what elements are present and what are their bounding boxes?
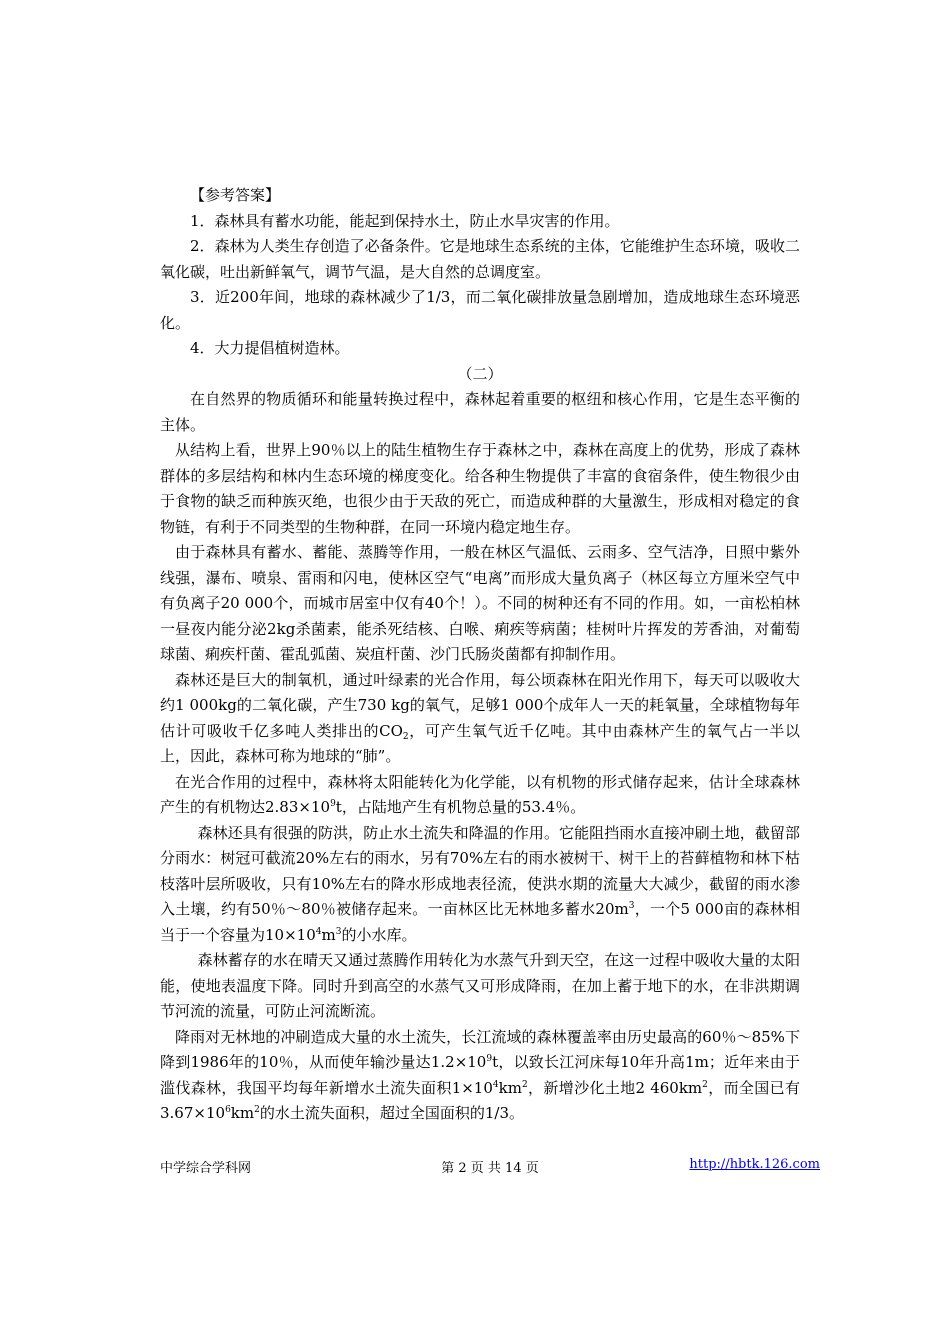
paragraph-7: 森林蓄存的水在晴天又通过蒸腾作用转化为水蒸气升到天空，在这一过程中吸收大量的太阳能，使地表温度下降。同时升到高空的水蒸气又可形成降雨，在加上蓄于地下的水，在非洪期调节河流的流量，可防止河流断流。 bbox=[160, 951, 800, 1020]
paragraph-8: 降雨对无林地的冲刷造成大量的水土流失，长江流域的森林覆盖率由历史最高的60％～85%下降到1986年的10％，从而使年输沙量达$1.2\times 10^9t$，以致长江河床每10年升高1m；近年来由于滥伐森林，我国平均每年新增水土流失面积$1\times 10^4km^2$，新增沙化土地2 $460km^2$，而全国已有$3.67\times 10^6km^2$的水土流失面积，超过全国面积的1/3。 bbox=[160, 1027, 800, 1122]
section-heading: （二） bbox=[457, 364, 503, 383]
paragraph-1: 在自然界的物质循环和能量转换过程中，森林起着重要的枢纽和核心作用，它是生态平衡的主体。 bbox=[160, 390, 800, 434]
answer-item-2: 2．森林为人类生存创造了必备条件。它是地球生态系统的主体，它能维护生态环境，吸收二氧化碳，吐出新鲜氧气，调节气温，是大自然的总调度室。 bbox=[160, 237, 800, 281]
footer-site-name: 中学综合学科网 bbox=[160, 1161, 252, 1176]
answer-item-1: 1．森林具有蓄水功能，能起到保持水土，防止水旱灾害的作用。 bbox=[190, 211, 620, 230]
paragraph-5: 在光合作用的过程中，森林将太阳能转化为化学能，以有机物的形式储存起来，估计全球森林产生的有机物达$2.83\times 10^9t$，占陆地产生有机物总量的53.4％。 bbox=[160, 772, 800, 816]
footer-page-number: 第 2 页 共 14 页 bbox=[441, 1161, 539, 1176]
answer-item-4: 4．大力提倡植树造林。 bbox=[190, 339, 350, 357]
page-content bbox=[160, 183, 800, 1127]
paragraph-6: 森林还具有很强的防洪，防止水土流失和降温的作用。它能阻挡雨水直接冲刷土地，截留部分雨水：树冠可截流20%左右的雨水，另有70%左右的雨水被树干、树干上的苔藓植物和林下枯枝落叶层所吸收，只有10%左右的降水形成地表径流，使洪水期的流量大大减少，截留的雨水渗入土壤，约有50％～80％被储存起来。一亩林区比无林地多蓄水$20m^3$，一个5 000亩的森林相当于一个容量为$10\times 10^4m^3$的小水库。 bbox=[160, 823, 800, 944]
paragraph-2: 从结构上看，世界上90％以上的陆生植物生存于森林之中，森林在高度上的优势，形成了森林群体的多层结构和林内生态环境的梯度变化。给各种生物提供了丰富的食宿条件，使生物很少由于食物的缺乏而种族灭绝，也很少由于天敌的死亡，而造成种群的大量激生，形成相对稳定的食物链，有利于不同类型的生物种群，在同一环境内稳定地生存。 bbox=[160, 441, 800, 536]
answer-title: 【参考答案】 bbox=[190, 186, 281, 204]
answer-item-3: 3．近200年间，地球的森林减少了1/3，而二氧化碳排放量急剧增加，造成地球生态环境恶化。 bbox=[160, 288, 800, 332]
page-footer bbox=[160, 1157, 820, 1177]
paragraph-3: 由于森林具有蓄水、蓄能、蒸腾等作用，一般在林区气温低、云雨多、空气洁净，日照中紫外线强，瀑布、喷泉、雷雨和闪电，使林区空气“电离”而形成大量负离子（林区每立方厘米空气中有负离子20 000个，而城市居室中仅有40个！）。不同的树种还有不同的作用。如，一亩松柏林一昼夜内能分泌2kg杀菌素，能杀死结核、白喉、痢疾等病菌；桂树叶片挥发的芳香油，对葡萄球菌、痢疾杆菌、霍乱弧菌、炭疽杆菌、沙门氏肠炎菌都有抑制作用。 bbox=[160, 543, 800, 663]
footer-link[interactable]: http://hbtk.126.com bbox=[689, 1157, 820, 1172]
paragraph-4: 森林还是巨大的制氧机，通过叶绿素的光合作用，每公顷森林在阳光作用下，每天可以吸收大约1 000kg的二氧化碳，产生730 kg的氧气，足够1 000个成年人一天的耗氧量，全球植物每年估计可吸收千亿多吨人类排出的$CO_2$，可产生氧气近千亿吨。其中由森林产生的氧气占一半以上，因此，森林可称为地球的“肺”。 bbox=[160, 670, 800, 765]
